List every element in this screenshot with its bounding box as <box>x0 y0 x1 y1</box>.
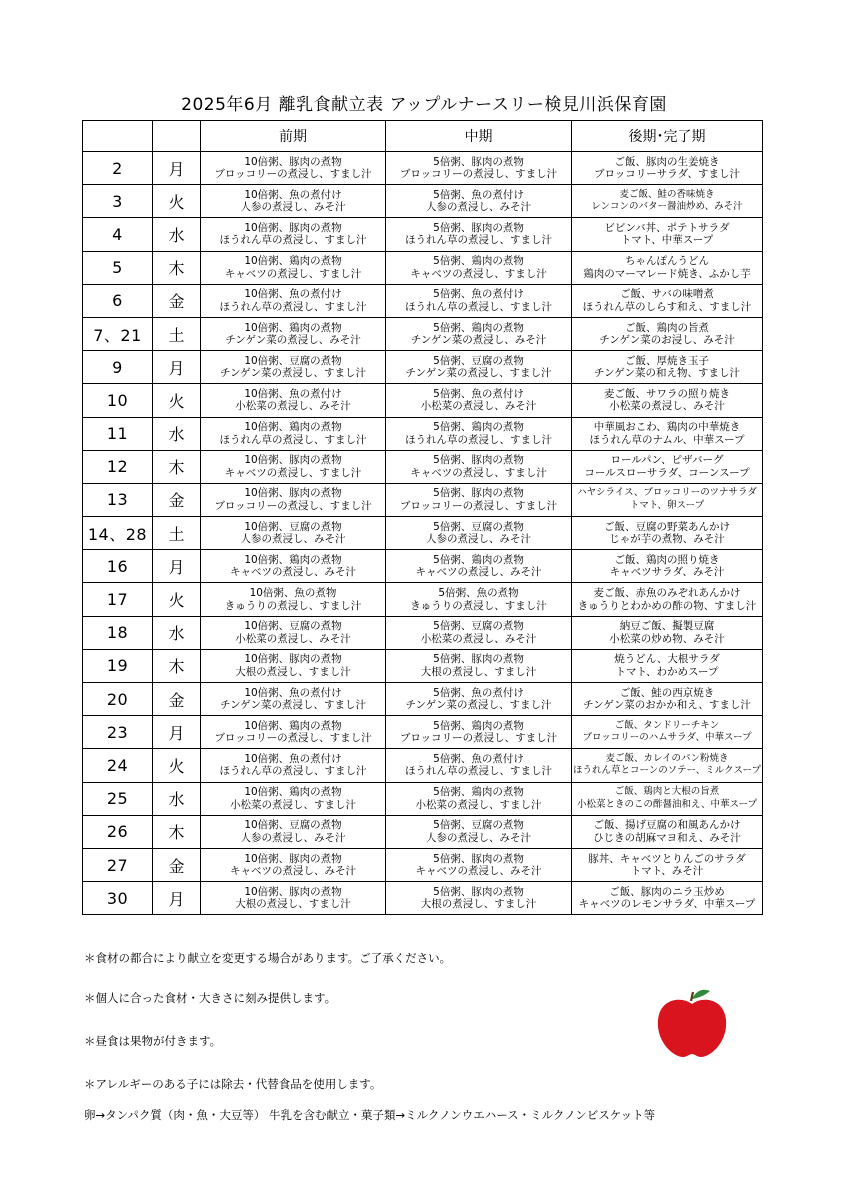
middle-stage-cell <box>386 417 572 450</box>
menu-line: 10倍粥、豚肉の煮物 <box>244 653 342 666</box>
menu-line: キャベツの煮浸し、みそ汁 <box>230 566 356 579</box>
menu-line: きゅうりとわかめの酢の物、すまし汁 <box>577 599 757 612</box>
late-stage-cell <box>572 782 763 815</box>
header-late-stage: 後期･完了期 <box>572 121 763 152</box>
menu-line: ご飯、鶏肉の旨煮 <box>625 321 709 334</box>
middle-stage-cell <box>386 517 572 550</box>
early-stage-cell <box>201 417 386 450</box>
table-row <box>83 882 763 915</box>
early-stage-cell <box>201 848 386 881</box>
note-allergy: ＊アレルギーのある子には除去・代替食品を使用します。 <box>84 1077 382 1091</box>
menu-line: 10倍粥、鶏肉の煮物 <box>244 719 342 732</box>
middle-stage-cell <box>386 882 572 915</box>
middle-stage-cell <box>386 351 572 384</box>
late-stage-cell <box>572 848 763 881</box>
weekday-cell: 水 <box>153 616 201 649</box>
date-cell: 23 <box>83 716 153 749</box>
early-stage-cell <box>201 483 386 516</box>
menu-line: チンゲン菜の煮浸し、みそ汁 <box>225 334 361 347</box>
early-stage-cell <box>201 749 386 782</box>
middle-stage-cell <box>386 815 572 848</box>
menu-line: キャベツの煮浸し、すまし汁 <box>224 466 362 479</box>
menu-line: キャベツサラダ、みそ汁 <box>609 566 725 579</box>
menu-line: チンゲン菜の和え物、すまし汁 <box>593 367 741 380</box>
menu-line: 5倍粥、豆腐の煮物 <box>433 354 524 367</box>
menu-line: キャベツの煮浸し、みそ汁 <box>230 865 356 878</box>
date-cell: 11 <box>83 417 153 450</box>
menu-line: チンゲン菜の煮浸し、すまし汁 <box>219 699 367 712</box>
weekday-cell: 水 <box>153 417 201 450</box>
menu-line: 麦ご飯、カレイのパン粉焼き <box>605 752 729 764</box>
late-stage-cell <box>572 649 763 682</box>
date-cell: 3 <box>83 185 153 218</box>
late-stage-cell <box>572 483 763 516</box>
apple-body <box>658 1000 726 1057</box>
menu-line: 10倍粥、豚肉の煮物 <box>244 454 342 467</box>
early-stage-cell <box>201 185 386 218</box>
menu-line: ご飯、鶏肉の照り焼き <box>614 553 720 566</box>
date-cell: 13 <box>83 483 153 516</box>
menu-line: キャベツの煮浸し、すまし汁 <box>410 466 547 479</box>
menu-line: チンゲン菜の煮浸し、すまし汁 <box>219 367 367 380</box>
menu-line: 5倍粥、魚の煮付け <box>433 288 524 301</box>
menu-line: 5倍粥、鶏肉の煮物 <box>433 421 524 434</box>
weekday-cell: 月 <box>153 550 201 583</box>
late-stage-cell <box>572 882 763 915</box>
menu-line: ご飯、鶏肉と大根の旨煮 <box>614 786 720 798</box>
menu-line: 豚丼、キャベツとりんごのサラダ <box>588 852 746 865</box>
date-cell: 7、21 <box>83 317 153 350</box>
menu-line: 5倍粥、魚の煮付け <box>433 387 524 400</box>
menu-line: 5倍粥、豆腐の煮物 <box>433 620 524 633</box>
menu-line: 10倍粥、豚肉の煮物 <box>244 852 342 865</box>
date-cell: 20 <box>83 683 153 716</box>
menu-line: ほうれん草の煮浸し、すまし汁 <box>405 300 552 313</box>
menu-line: ビビンバ丼、ポテトサラダ <box>604 221 730 234</box>
menu-line: 鶏肉のマーマレード焼き、ふかし芋 <box>583 267 751 280</box>
menu-line: ブロッコリーの煮浸し、すまし汁 <box>399 732 558 745</box>
menu-line: トマト、中華スープ <box>620 234 714 247</box>
menu-line: ほうれん草の煮浸し、すまし汁 <box>405 234 552 247</box>
menu-line: 5倍粥、鶏肉の煮物 <box>433 719 524 732</box>
header-date <box>83 121 153 152</box>
menu-line: キャベツの煮浸し、みそ汁 <box>415 865 542 878</box>
date-cell: 5 <box>83 251 153 284</box>
table-row <box>83 782 763 815</box>
menu-line: ご飯、タンドリーチキン <box>614 719 720 731</box>
late-stage-cell <box>572 550 763 583</box>
menu-line: 人参の煮浸し、みそ汁 <box>426 831 531 844</box>
weekday-cell: 水 <box>153 782 201 815</box>
middle-stage-cell <box>386 550 572 583</box>
menu-line: 10倍粥、魚の煮物 <box>249 587 337 600</box>
date-cell: 14、28 <box>83 517 153 550</box>
menu-line: キャベツの煮浸し、すまし汁 <box>410 267 547 280</box>
menu-line: キャベツの煮浸し、みそ汁 <box>415 566 542 579</box>
late-stage-cell <box>572 351 763 384</box>
date-cell: 18 <box>83 616 153 649</box>
table-row <box>83 218 763 251</box>
early-stage-cell <box>201 550 386 583</box>
menu-line: 5倍粥、豚肉の煮物 <box>433 221 524 234</box>
weekday-cell: 金 <box>153 284 201 317</box>
menu-line: 5倍粥、魚の煮付け <box>433 752 524 765</box>
menu-line: きゅうりの煮浸し、すまし汁 <box>224 599 362 612</box>
table-row <box>83 749 763 782</box>
menu-line: ほうれん草の煮浸し、すまし汁 <box>219 300 367 313</box>
early-stage-cell <box>201 815 386 848</box>
menu-line: 5倍粥、豚肉の煮物 <box>433 852 524 865</box>
late-stage-cell <box>572 683 763 716</box>
menu-line: 10倍粥、鶏肉の煮物 <box>244 321 342 334</box>
menu-line: 5倍粥、豚肉の煮物 <box>433 487 524 500</box>
header-day <box>153 121 201 152</box>
middle-stage-cell <box>386 218 572 251</box>
middle-stage-cell <box>386 384 572 417</box>
middle-stage-cell <box>386 749 572 782</box>
menu-line: チンゲン菜の煮浸し、すまし汁 <box>405 699 552 712</box>
late-stage-cell <box>572 815 763 848</box>
menu-line: 10倍粥、豚肉の煮物 <box>244 221 342 234</box>
menu-line: コールスローサラダ、コーンスープ <box>584 466 750 479</box>
menu-line: トマト、みそ汁 <box>630 865 704 878</box>
menu-line: 10倍粥、豚肉の煮物 <box>244 885 342 898</box>
table-row <box>83 848 763 881</box>
date-cell: 10 <box>83 384 153 417</box>
menu-line: ほうれん草の煮浸し、すまし汁 <box>405 433 552 446</box>
table-row <box>83 583 763 616</box>
menu-line: 大根の煮浸し、すまし汁 <box>420 665 537 678</box>
middle-stage-cell <box>386 185 572 218</box>
menu-line: きゅうりの煮浸し、すまし汁 <box>410 599 547 612</box>
early-stage-cell <box>201 284 386 317</box>
apple-stem <box>691 992 693 1001</box>
menu-line: 小松菜の煮浸し、みそ汁 <box>609 400 725 413</box>
header-early-stage: 前期 <box>201 121 386 152</box>
menu-line: ほうれん草の煮浸し、すまし汁 <box>219 433 367 446</box>
menu-line: 10倍粥、鶏肉の煮物 <box>244 786 342 799</box>
table-row <box>83 815 763 848</box>
menu-line: トマト、卵スープ <box>629 499 705 511</box>
middle-stage-cell <box>386 716 572 749</box>
table-row <box>83 716 763 749</box>
date-cell: 4 <box>83 218 153 251</box>
menu-line: ほうれん草とコーンのソテー、ミルクスープ <box>572 765 761 777</box>
weekday-cell: 月 <box>153 351 201 384</box>
menu-line: 5倍粥、豚肉の煮物 <box>433 885 524 898</box>
page-title: 2025年6月 離乳食献立表 アップルナースリー検見川浜保育園 <box>181 95 667 115</box>
table-row <box>83 185 763 218</box>
date-cell: 24 <box>83 749 153 782</box>
weekday-cell: 土 <box>153 517 201 550</box>
date-cell: 26 <box>83 815 153 848</box>
menu-line: 10倍粥、鶏肉の煮物 <box>244 553 342 566</box>
menu-line: 小松菜の煮浸し、みそ汁 <box>420 400 537 413</box>
table-row <box>83 317 763 350</box>
apple-icon <box>652 986 732 1060</box>
weekday-cell: 木 <box>153 649 201 682</box>
weekday-cell: 木 <box>153 450 201 483</box>
late-stage-cell <box>572 749 763 782</box>
late-stage-cell <box>572 583 763 616</box>
menu-line: 小松菜の煮浸し、すまし汁 <box>230 798 356 811</box>
early-stage-cell <box>201 716 386 749</box>
menu-line: 10倍粥、魚の煮付け <box>244 752 342 765</box>
menu-line: 5倍粥、豚肉の煮物 <box>433 155 524 168</box>
middle-stage-cell <box>386 848 572 881</box>
late-stage-cell <box>572 218 763 251</box>
menu-line: 人参の煮浸し、みそ汁 <box>240 831 346 844</box>
weekday-cell: 木 <box>153 251 201 284</box>
menu-line: ブロッコリーのハムサラダ、中華スープ <box>582 732 752 744</box>
menu-line: じゃが芋の煮物、みそ汁 <box>609 533 725 546</box>
menu-line: 大根の煮浸し、すまし汁 <box>420 898 537 911</box>
early-stage-cell <box>201 384 386 417</box>
menu-line: 小松菜の煮浸し、みそ汁 <box>235 400 351 413</box>
middle-stage-cell <box>386 284 572 317</box>
menu-line: ほうれん草のナムル、中華スープ <box>589 433 745 446</box>
menu-line: ご飯、サバの味噌煮 <box>620 288 714 301</box>
menu-line: チンゲン菜のお浸し、みそ汁 <box>599 334 735 347</box>
menu-line: 焼うどん、大根サラダ <box>614 653 720 666</box>
early-stage-cell <box>201 616 386 649</box>
menu-line: ハヤシライス、ブロッコリーのツナサラダ <box>577 487 757 499</box>
menu-line: 10倍粥、豆腐の煮物 <box>244 354 342 367</box>
menu-line: 小松菜の煮浸し、みそ汁 <box>420 632 537 645</box>
early-stage-cell <box>201 351 386 384</box>
table-row <box>83 483 763 516</box>
menu-line: 10倍粥、魚の煮付け <box>244 686 342 699</box>
table-row <box>83 251 763 284</box>
middle-stage-cell <box>386 152 572 185</box>
menu-line: 大根の煮浸し、すまし汁 <box>235 665 351 678</box>
menu-line: ほうれん草のしらす和え、すまし汁 <box>582 300 752 313</box>
table-row <box>83 683 763 716</box>
menu-line: ほうれん草の煮浸し、すまし汁 <box>405 765 552 778</box>
menu-line: キャベツの煮浸し、すまし汁 <box>224 267 362 280</box>
menu-line: レンコンのバター醤油炒め、みそ汁 <box>591 201 743 213</box>
menu-line: 10倍粥、魚の煮付け <box>244 188 342 201</box>
table-row <box>83 152 763 185</box>
menu-line: 中華風おこわ、鶏肉の中華焼き <box>593 421 741 434</box>
weekday-cell: 火 <box>153 384 201 417</box>
early-stage-cell <box>201 782 386 815</box>
table-row <box>83 550 763 583</box>
date-cell: 17 <box>83 583 153 616</box>
early-stage-cell <box>201 450 386 483</box>
menu-line: チンゲン菜の煮浸し、みそ汁 <box>410 334 547 347</box>
early-stage-cell <box>201 251 386 284</box>
menu-line: ご飯、揚げ豆腐の和風あんかけ <box>593 819 741 832</box>
menu-line: 10倍粥、魚の煮付け <box>244 387 342 400</box>
date-cell: 19 <box>83 649 153 682</box>
weekday-cell: 月 <box>153 882 201 915</box>
menu-line: 5倍粥、魚の煮物 <box>438 587 519 600</box>
menu-line: 10倍粥、豚肉の煮物 <box>244 155 342 168</box>
menu-line: 5倍粥、鶏肉の煮物 <box>433 321 524 334</box>
menu-line: キャベツのレモンサラダ、中華スープ <box>578 898 756 911</box>
table-row <box>83 417 763 450</box>
menu-line: ほうれん草の煮浸し、すまし汁 <box>219 765 367 778</box>
late-stage-cell <box>572 317 763 350</box>
early-stage-cell <box>201 517 386 550</box>
menu-line: ひじきの胡麻マヨ和え、みそ汁 <box>593 831 741 844</box>
early-stage-cell <box>201 317 386 350</box>
late-stage-cell <box>572 450 763 483</box>
late-stage-cell <box>572 517 763 550</box>
date-cell: 2 <box>83 152 153 185</box>
late-stage-cell <box>572 185 763 218</box>
menu-line: ご飯、豚肉の生姜焼き <box>614 155 720 168</box>
menu-line: 5倍粥、鶏肉の煮物 <box>433 786 524 799</box>
menu-line: 小松菜ときのこの酢醤油和え、中華スープ <box>576 798 758 810</box>
date-cell: 12 <box>83 450 153 483</box>
menu-line: 小松菜の煮浸し、みそ汁 <box>235 632 351 645</box>
menu-line: 10倍粥、鶏肉の煮物 <box>244 421 342 434</box>
late-stage-cell <box>572 284 763 317</box>
header-row <box>83 121 763 152</box>
menu-line: 5倍粥、魚の煮付け <box>433 188 524 201</box>
menu-line: 5倍粥、豆腐の煮物 <box>433 819 524 832</box>
weekday-cell: 月 <box>153 152 201 185</box>
date-cell: 25 <box>83 782 153 815</box>
late-stage-cell <box>572 152 763 185</box>
late-stage-cell <box>572 384 763 417</box>
menu-line: 麦ご飯、鮭の香味焼き <box>619 188 715 200</box>
menu-line: 麦ご飯、サワラの照り焼き <box>604 387 730 400</box>
menu-line: 小松菜の炒め物、みそ汁 <box>609 632 725 645</box>
early-stage-cell <box>201 218 386 251</box>
middle-stage-cell <box>386 251 572 284</box>
menu-line: 10倍粥、豆腐の煮物 <box>244 520 342 533</box>
menu-line: 5倍粥、魚の煮付け <box>433 686 524 699</box>
early-stage-cell <box>201 649 386 682</box>
menu-line: ご飯、豚肉のニラ玉炒め <box>609 885 725 898</box>
menu-line: ブロッコリーサラダ、すまし汁 <box>593 168 741 181</box>
date-cell: 30 <box>83 882 153 915</box>
weekday-cell: 木 <box>153 815 201 848</box>
menu-line: 小松菜の煮浸し、すまし汁 <box>415 798 542 811</box>
weekday-cell: 金 <box>153 848 201 881</box>
menu-line: 麦ご飯、赤魚のみぞれあんかけ <box>593 587 741 600</box>
menu-line: ちゃんぽんうどん <box>625 255 709 268</box>
menu-line: ご飯、鮭の西京焼き <box>619 686 715 699</box>
weekday-cell: 水 <box>153 218 201 251</box>
middle-stage-cell <box>386 583 572 616</box>
menu-line: 5倍粥、豚肉の煮物 <box>433 454 524 467</box>
late-stage-cell <box>572 251 763 284</box>
note-menu-change: ＊食材の都合により献立を変更する場合があります。ご了承ください。 <box>84 951 452 965</box>
table-row <box>83 284 763 317</box>
menu-line: ロールパン、ピザバーグ <box>610 454 724 467</box>
early-stage-cell <box>201 152 386 185</box>
weekday-cell: 金 <box>153 683 201 716</box>
menu-line: ほうれん草の煮浸し、すまし汁 <box>219 234 367 247</box>
middle-stage-cell <box>386 450 572 483</box>
late-stage-cell <box>572 616 763 649</box>
header-middle-stage: 中期 <box>386 121 572 152</box>
note-substitutes: 卵→タンパク質（肉・魚・大豆等） 牛乳を含む献立・菓子類→ミルクノンウエハース・ミルクノンビスケット等 <box>84 1108 656 1122</box>
menu-line: ご飯、豆腐の野菜あんかけ <box>604 520 730 533</box>
middle-stage-cell <box>386 649 572 682</box>
date-cell: 6 <box>83 284 153 317</box>
menu-line: 10倍粥、豆腐の煮物 <box>244 819 342 832</box>
menu-line: ブロッコリーの煮浸し、すまし汁 <box>399 168 558 181</box>
late-stage-cell <box>572 716 763 749</box>
menu-line: ブロッコリーの煮浸し、すまし汁 <box>214 732 372 745</box>
middle-stage-cell <box>386 683 572 716</box>
menu-line: ブロッコリーの煮浸し、すまし汁 <box>214 168 372 181</box>
menu-line: 人参の煮浸し、みそ汁 <box>240 533 346 546</box>
table-row <box>83 517 763 550</box>
table-row <box>83 351 763 384</box>
middle-stage-cell <box>386 616 572 649</box>
weekday-cell: 火 <box>153 185 201 218</box>
menu-line: 人参の煮浸し、みそ汁 <box>426 201 531 214</box>
menu-line: 10倍粥、魚の煮付け <box>244 288 342 301</box>
middle-stage-cell <box>386 317 572 350</box>
menu-line: ブロッコリーの煮浸し、すまし汁 <box>399 499 558 512</box>
weekday-cell: 土 <box>153 317 201 350</box>
note-portion: ＊個人に合った食材・大きさに刻み提供します。 <box>84 991 337 1005</box>
weekday-cell: 火 <box>153 583 201 616</box>
menu-line: ブロッコリーの煮浸し、すまし汁 <box>214 499 372 512</box>
weekday-cell: 月 <box>153 716 201 749</box>
apple-leaf <box>692 990 710 999</box>
menu-line: 人参の煮浸し、みそ汁 <box>426 533 531 546</box>
menu-line: 大根の煮浸し、すまし汁 <box>235 898 351 911</box>
date-cell: 27 <box>83 848 153 881</box>
early-stage-cell <box>201 583 386 616</box>
table-row <box>83 384 763 417</box>
early-stage-cell <box>201 882 386 915</box>
menu-line: ご飯、厚焼き玉子 <box>625 354 709 367</box>
table-row <box>83 450 763 483</box>
early-stage-cell <box>201 683 386 716</box>
menu-table <box>82 120 763 915</box>
menu-line: 10倍粥、鶏肉の煮物 <box>244 255 342 268</box>
menu-line: 10倍粥、豆腐の煮物 <box>244 620 342 633</box>
menu-line: チンゲン菜のおかか和え、すまし汁 <box>583 699 751 712</box>
late-stage-cell <box>572 417 763 450</box>
menu-line: チンゲン菜の煮浸し、すまし汁 <box>405 367 552 380</box>
menu-line: 人参の煮浸し、みそ汁 <box>240 201 346 214</box>
weekday-cell: 金 <box>153 483 201 516</box>
note-fruit: ＊昼食は果物が付きます。 <box>84 1034 222 1048</box>
table-row <box>83 649 763 682</box>
menu-line: 5倍粥、鶏肉の煮物 <box>433 255 524 268</box>
menu-line: 5倍粥、豆腐の煮物 <box>433 520 524 533</box>
menu-line: 5倍粥、鶏肉の煮物 <box>433 553 524 566</box>
date-cell: 16 <box>83 550 153 583</box>
menu-line: 10倍粥、豚肉の煮物 <box>244 487 342 500</box>
middle-stage-cell <box>386 782 572 815</box>
menu-line: 納豆ご飯、擬製豆腐 <box>619 620 715 633</box>
middle-stage-cell <box>386 483 572 516</box>
weekday-cell: 火 <box>153 749 201 782</box>
menu-line: 5倍粥、豚肉の煮物 <box>433 653 524 666</box>
date-cell: 9 <box>83 351 153 384</box>
menu-line: トマト、わかめスープ <box>615 665 719 678</box>
table-row <box>83 616 763 649</box>
